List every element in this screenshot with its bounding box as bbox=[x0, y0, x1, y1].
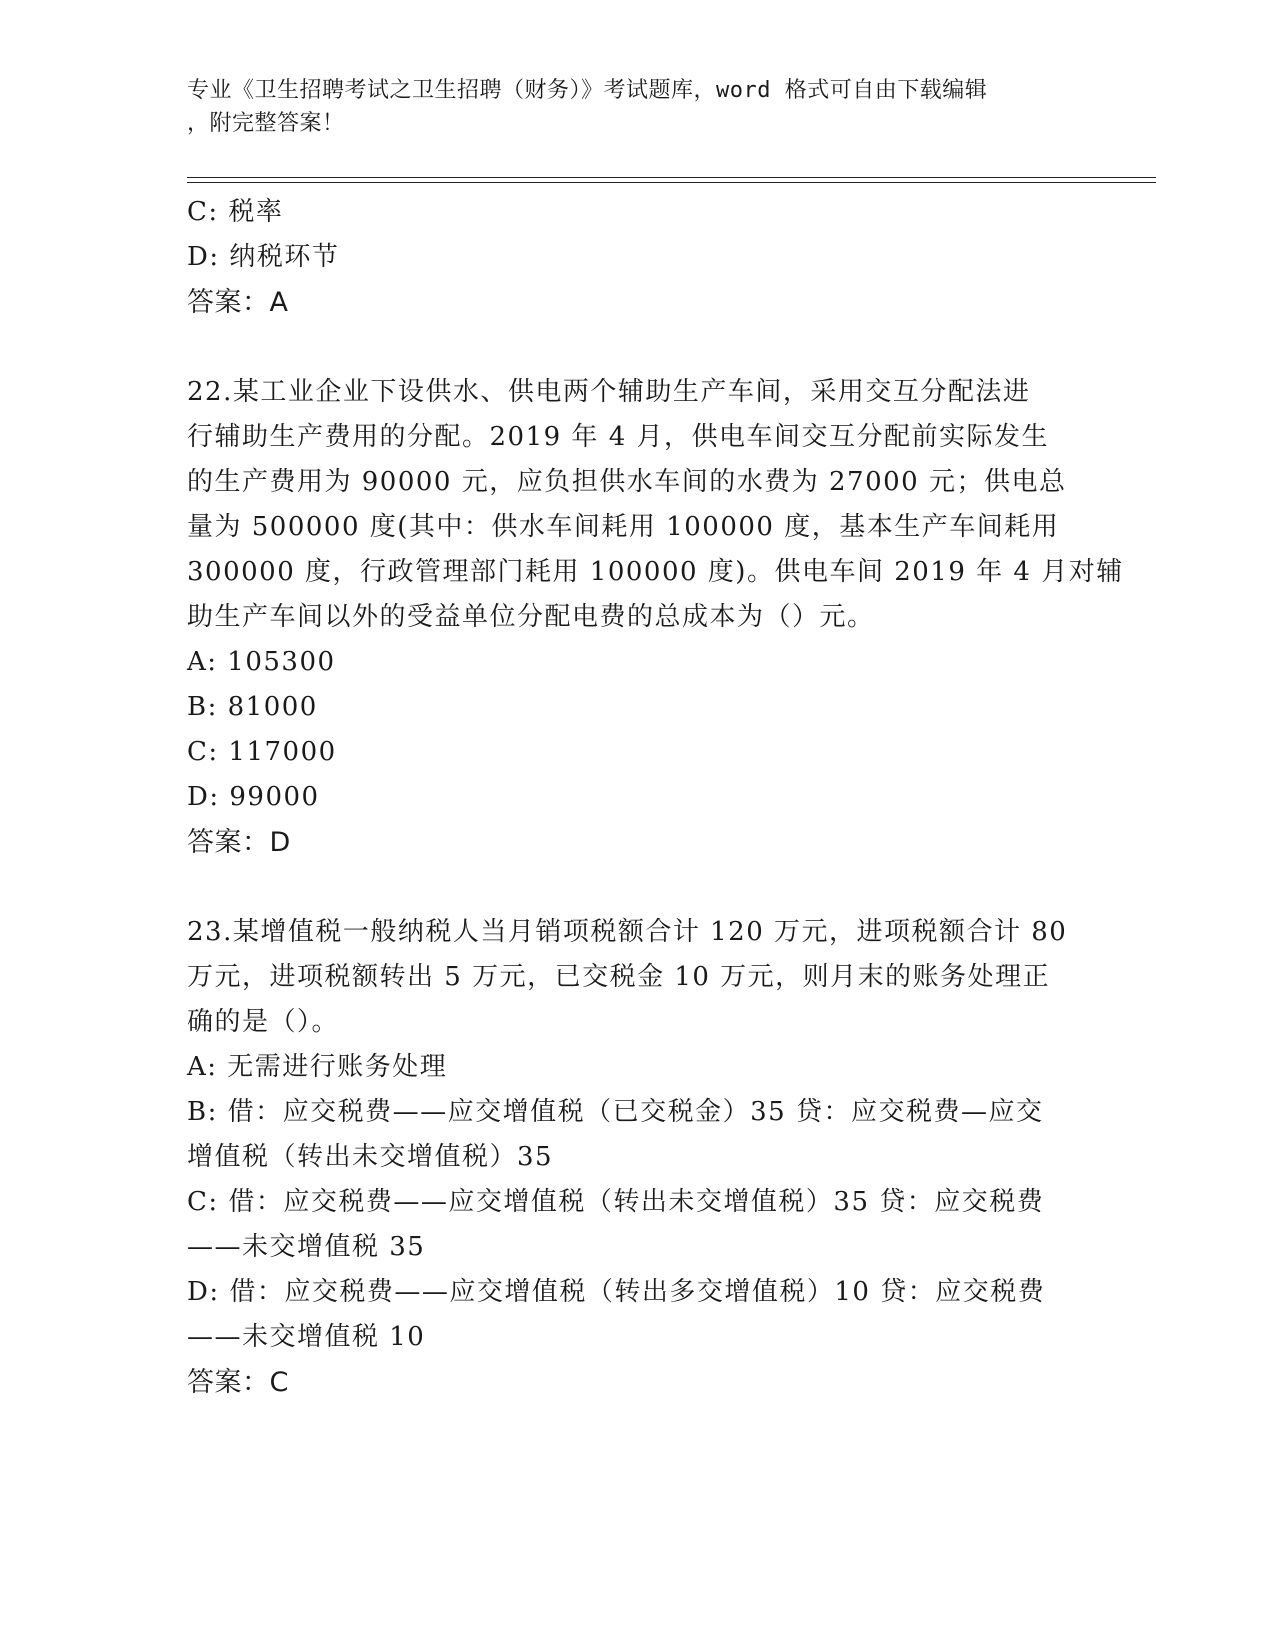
q23-stem-line: 确的是（）。 bbox=[187, 1007, 340, 1037]
q22-stem-line: 行辅助生产费用的分配。2019 年 4 月，供电车间交互分配前实际发生 bbox=[187, 422, 1050, 452]
q23-option-a: A: 无需进行账务处理 bbox=[187, 1052, 448, 1082]
header-divider-bottom bbox=[187, 182, 1156, 183]
q23-option-b-line: B: 借：应交税费——应交增值税（已交税金）35 贷：应交税费—应交 bbox=[187, 1097, 1044, 1127]
q23-stem-line: 万元，进项税额转出 5 万元，已交税金 10 万元，则月末的账务处理正 bbox=[187, 962, 1051, 992]
q23-option-d-line: D: 借：应交税费——应交增值税（转出多交增值税）10 贷：应交税费 bbox=[187, 1277, 1046, 1307]
q22-stem-line: 300000 度，行政管理部门耗用 100000 度)。供电车间 2019 年 4 月对辅 bbox=[187, 557, 1124, 587]
q23-option-b bbox=[187, 1090, 1087, 1180]
header-note bbox=[187, 74, 1067, 140]
q22-stem-line: 22.某工业企业下设供水、供电两个辅助生产车间，采用交互分配法进 bbox=[187, 377, 1031, 407]
q23-answer: 答案：C bbox=[187, 1367, 289, 1398]
q22-option-d: D: 99000 bbox=[187, 782, 320, 812]
q22-option-a: A: 105300 bbox=[187, 647, 336, 677]
q22-option-c: C: 117000 bbox=[187, 737, 337, 767]
spacer bbox=[187, 865, 1087, 910]
q23-option-c bbox=[187, 1180, 1087, 1270]
q23-option-d bbox=[187, 1270, 1087, 1360]
q22-stem bbox=[187, 370, 1124, 640]
q21-answer: 答案：A bbox=[187, 287, 289, 318]
q23-option-c-line: C: 借：应交税费——应交增值税（转出未交增值税）35 贷：应交税费 bbox=[187, 1187, 1045, 1217]
q23-option-b-line: 增值税（转出未交增值税）35 bbox=[187, 1142, 554, 1172]
q22-stem-line: 助生产车间以外的受益单位分配电费的总成本为（）元。 bbox=[187, 602, 875, 632]
q21-option-d: D: 纳税环节 bbox=[187, 242, 340, 272]
q22-option-b: B: 81000 bbox=[187, 692, 318, 722]
q22-stem-line: 量为 500000 度(其中：供水车间耗用 100000 度，基本生产车间耗用 bbox=[187, 512, 1060, 542]
question-content bbox=[187, 190, 1124, 1405]
q21-option-c: C: 税率 bbox=[187, 197, 284, 227]
header-line-1: 专业《卫生招聘考试之卫生招聘（财务）》考试题库，word 格式可自由下载编辑 bbox=[187, 78, 988, 103]
header-divider-top bbox=[187, 177, 1156, 178]
q22-answer: 答案：D bbox=[187, 827, 291, 858]
header-line-2: ，附完整答案！ bbox=[187, 111, 345, 136]
q23-stem-line: 23.某增值税一般纳税人当月销项税额合计 120 万元，进项税额合计 80 bbox=[187, 917, 1068, 947]
q23-stem bbox=[187, 910, 1087, 1045]
q22-stem-line: 的生产费用为 90000 元，应负担供水车间的水费为 27000 元；供电总 bbox=[187, 467, 1067, 497]
spacer bbox=[187, 325, 1087, 370]
q23-option-d-line: ——未交增值税 10 bbox=[187, 1322, 426, 1352]
q23-option-c-line: ——未交增值税 35 bbox=[187, 1232, 426, 1262]
